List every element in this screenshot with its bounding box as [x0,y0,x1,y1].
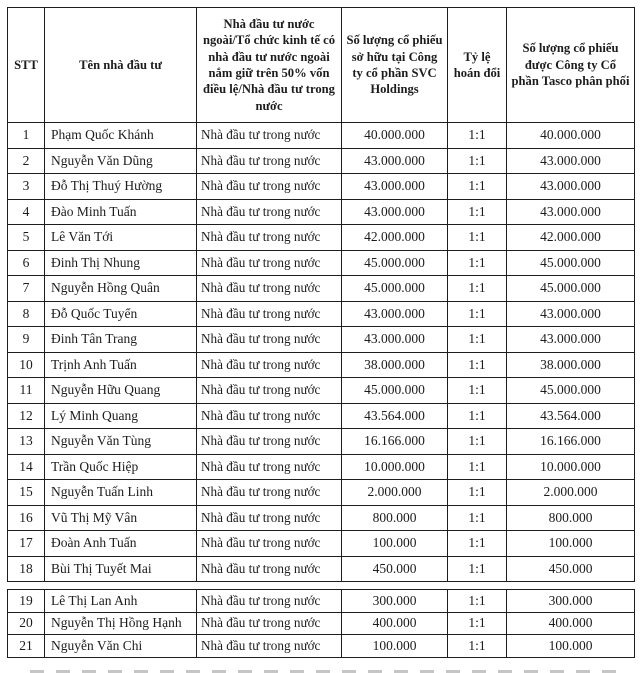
stt-cell: 3 [8,174,45,200]
name-cell: Đinh Tân Trang [45,327,197,353]
shares-tasco-cell: 300.000 [507,590,635,613]
column-header-name: Tên nhà đầu tư [45,8,197,123]
table-row [8,174,635,200]
column-header-stt: STT [8,8,45,123]
table-row [8,556,635,582]
type-cell: Nhà đầu tư trong nước [197,174,342,200]
shares-tasco-cell: 43.000.000 [507,199,635,225]
ratio-cell: 1:1 [448,225,507,251]
ratio-cell: 1:1 [448,378,507,404]
shares-tasco-cell: 45.000.000 [507,250,635,276]
stt-cell: 20 [8,612,45,635]
name-cell: Đào Minh Tuấn [45,199,197,225]
stt-cell: 19 [8,590,45,613]
table-header-row [8,8,635,123]
type-cell: Nhà đầu tư trong nước [197,301,342,327]
shares-tasco-cell: 450.000 [507,556,635,582]
table-row [8,301,635,327]
name-cell: Nguyễn Hồng Quân [45,276,197,302]
table-row [8,250,635,276]
column-header-shares_tasco: Số lượng cổ phiếu được Công ty Cổ phần Tasco phân phối [507,8,635,123]
type-cell: Nhà đầu tư trong nước [197,429,342,455]
name-cell: Lý Minh Quang [45,403,197,429]
type-cell: Nhà đầu tư trong nước [197,480,342,506]
stt-cell: 21 [8,635,45,658]
column-header-ratio: Tỷ lệ hoán đổi [448,8,507,123]
ratio-cell: 1:1 [448,454,507,480]
stt-cell: 9 [8,327,45,353]
shares-tasco-cell: 43.000.000 [507,327,635,353]
shares-svc-cell: 45.000.000 [342,378,448,404]
stt-cell: 13 [8,429,45,455]
shares-svc-cell: 16.166.000 [342,429,448,455]
shares-tasco-cell: 100.000 [507,635,635,658]
shares-tasco-cell: 43.000.000 [507,148,635,174]
shares-svc-cell: 43.564.000 [342,403,448,429]
stt-cell: 5 [8,225,45,251]
type-cell: Nhà đầu tư trong nước [197,454,342,480]
shares-tasco-cell: 800.000 [507,505,635,531]
shares-svc-cell: 2.000.000 [342,480,448,506]
type-cell: Nhà đầu tư trong nước [197,612,342,635]
shares-tasco-cell: 43.000.000 [507,174,635,200]
table-row [8,327,635,353]
shares-tasco-cell: 10.000.000 [507,454,635,480]
shares-svc-cell: 43.000.000 [342,327,448,353]
type-cell: Nhà đầu tư trong nước [197,276,342,302]
shares-svc-cell: 43.000.000 [342,199,448,225]
name-cell: Lê Văn Tới [45,225,197,251]
table-row [8,505,635,531]
ratio-cell: 1:1 [448,174,507,200]
column-header-shares_svc: Số lượng cổ phiếu sở hữu tại Công ty cổ phần SVC Holdings [342,8,448,123]
investor-allocation-table [7,7,635,582]
name-cell: Trịnh Anh Tuấn [45,352,197,378]
shares-svc-cell: 10.000.000 [342,454,448,480]
name-cell: Đinh Thị Nhung [45,250,197,276]
ratio-cell: 1:1 [448,403,507,429]
table-row [8,225,635,251]
table-row [8,378,635,404]
stt-cell: 2 [8,148,45,174]
stt-cell: 17 [8,531,45,557]
name-cell: Lê Thị Lan Anh [45,590,197,613]
name-cell: Đỗ Thị Thuý Hường [45,174,197,200]
name-cell: Phạm Quốc Khánh [45,123,197,149]
name-cell: Nguyễn Văn Dũng [45,148,197,174]
type-cell: Nhà đầu tư trong nước [197,556,342,582]
ratio-cell: 1:1 [448,612,507,635]
name-cell: Bùi Thị Tuyết Mai [45,556,197,582]
type-cell: Nhà đầu tư trong nước [197,531,342,557]
shares-svc-cell: 45.000.000 [342,250,448,276]
stt-cell: 12 [8,403,45,429]
type-cell: Nhà đầu tư trong nước [197,148,342,174]
shares-tasco-cell: 40.000.000 [507,123,635,149]
stt-cell: 8 [8,301,45,327]
shares-tasco-cell: 42.000.000 [507,225,635,251]
name-cell: Nguyễn Thị Hồng Hạnh [45,612,197,635]
shares-svc-cell: 38.000.000 [342,352,448,378]
type-cell: Nhà đầu tư trong nước [197,635,342,658]
ratio-cell: 1:1 [448,123,507,149]
stt-cell: 10 [8,352,45,378]
ratio-cell: 1:1 [448,327,507,353]
shares-svc-cell: 43.000.000 [342,174,448,200]
ratio-cell: 1:1 [448,635,507,658]
shares-svc-cell: 42.000.000 [342,225,448,251]
table-row [8,480,635,506]
table-row [8,590,635,613]
shares-tasco-cell: 16.166.000 [507,429,635,455]
table-body-page1 [8,123,635,582]
ratio-cell: 1:1 [448,590,507,613]
table-row [8,352,635,378]
ratio-cell: 1:1 [448,429,507,455]
stt-cell: 4 [8,199,45,225]
type-cell: Nhà đầu tư trong nước [197,225,342,251]
stt-cell: 15 [8,480,45,506]
type-cell: Nhà đầu tư trong nước [197,505,342,531]
name-cell: Trần Quốc Hiệp [45,454,197,480]
type-cell: Nhà đầu tư trong nước [197,250,342,276]
shares-tasco-cell: 100.000 [507,531,635,557]
ratio-cell: 1:1 [448,148,507,174]
table-row [8,454,635,480]
type-cell: Nhà đầu tư trong nước [197,327,342,353]
shares-tasco-cell: 43.000.000 [507,301,635,327]
type-cell: Nhà đầu tư trong nước [197,352,342,378]
ratio-cell: 1:1 [448,531,507,557]
type-cell: Nhà đầu tư trong nước [197,378,342,404]
table-row [8,123,635,149]
shares-svc-cell: 800.000 [342,505,448,531]
table-body-page2 [8,590,635,658]
name-cell: Nguyễn Tuấn Linh [45,480,197,506]
investor-allocation-table-continued [7,589,635,658]
table-row [8,403,635,429]
type-cell: Nhà đầu tư trong nước [197,590,342,613]
table-row [8,276,635,302]
type-cell: Nhà đầu tư trong nước [197,199,342,225]
stt-cell: 1 [8,123,45,149]
type-cell: Nhà đầu tư trong nước [197,123,342,149]
ratio-cell: 1:1 [448,199,507,225]
name-cell: Vũ Thị Mỹ Vân [45,505,197,531]
ratio-cell: 1:1 [448,505,507,531]
ratio-cell: 1:1 [448,556,507,582]
shares-svc-cell: 40.000.000 [342,123,448,149]
shares-tasco-cell: 45.000.000 [507,378,635,404]
table-row [8,148,635,174]
table-row [8,635,635,658]
table-row [8,531,635,557]
shares-tasco-cell: 43.564.000 [507,403,635,429]
column-header-type: Nhà đầu tư nước ngoài/Tổ chức kinh tế có nhà đầu tư nước ngoài nắm giữ trên 50% vốn điều lệ/Nhà đầu tư trong nước [197,8,342,123]
ratio-cell: 1:1 [448,352,507,378]
ratio-cell: 1:1 [448,276,507,302]
stt-cell: 11 [8,378,45,404]
stt-cell: 18 [8,556,45,582]
type-cell: Nhà đầu tư trong nước [197,403,342,429]
name-cell: Đỗ Quốc Tuyển [45,301,197,327]
shares-tasco-cell: 38.000.000 [507,352,635,378]
ratio-cell: 1:1 [448,301,507,327]
shares-tasco-cell: 400.000 [507,612,635,635]
shares-svc-cell: 450.000 [342,556,448,582]
stt-cell: 16 [8,505,45,531]
table-row [8,199,635,225]
shares-svc-cell: 300.000 [342,590,448,613]
ratio-cell: 1:1 [448,480,507,506]
shares-svc-cell: 45.000.000 [342,276,448,302]
shares-svc-cell: 400.000 [342,612,448,635]
shares-svc-cell: 43.000.000 [342,301,448,327]
ratio-cell: 1:1 [448,250,507,276]
table-row [8,429,635,455]
shares-svc-cell: 100.000 [342,635,448,658]
name-cell: Nguyễn Văn Chi [45,635,197,658]
stt-cell: 6 [8,250,45,276]
shares-tasco-cell: 45.000.000 [507,276,635,302]
stt-cell: 14 [8,454,45,480]
shares-tasco-cell: 2.000.000 [507,480,635,506]
shares-svc-cell: 43.000.000 [342,148,448,174]
shares-svc-cell: 100.000 [342,531,448,557]
table-row [8,612,635,635]
name-cell: Đoàn Anh Tuấn [45,531,197,557]
name-cell: Nguyễn Văn Tùng [45,429,197,455]
name-cell: Nguyễn Hữu Quang [45,378,197,404]
stt-cell: 7 [8,276,45,302]
